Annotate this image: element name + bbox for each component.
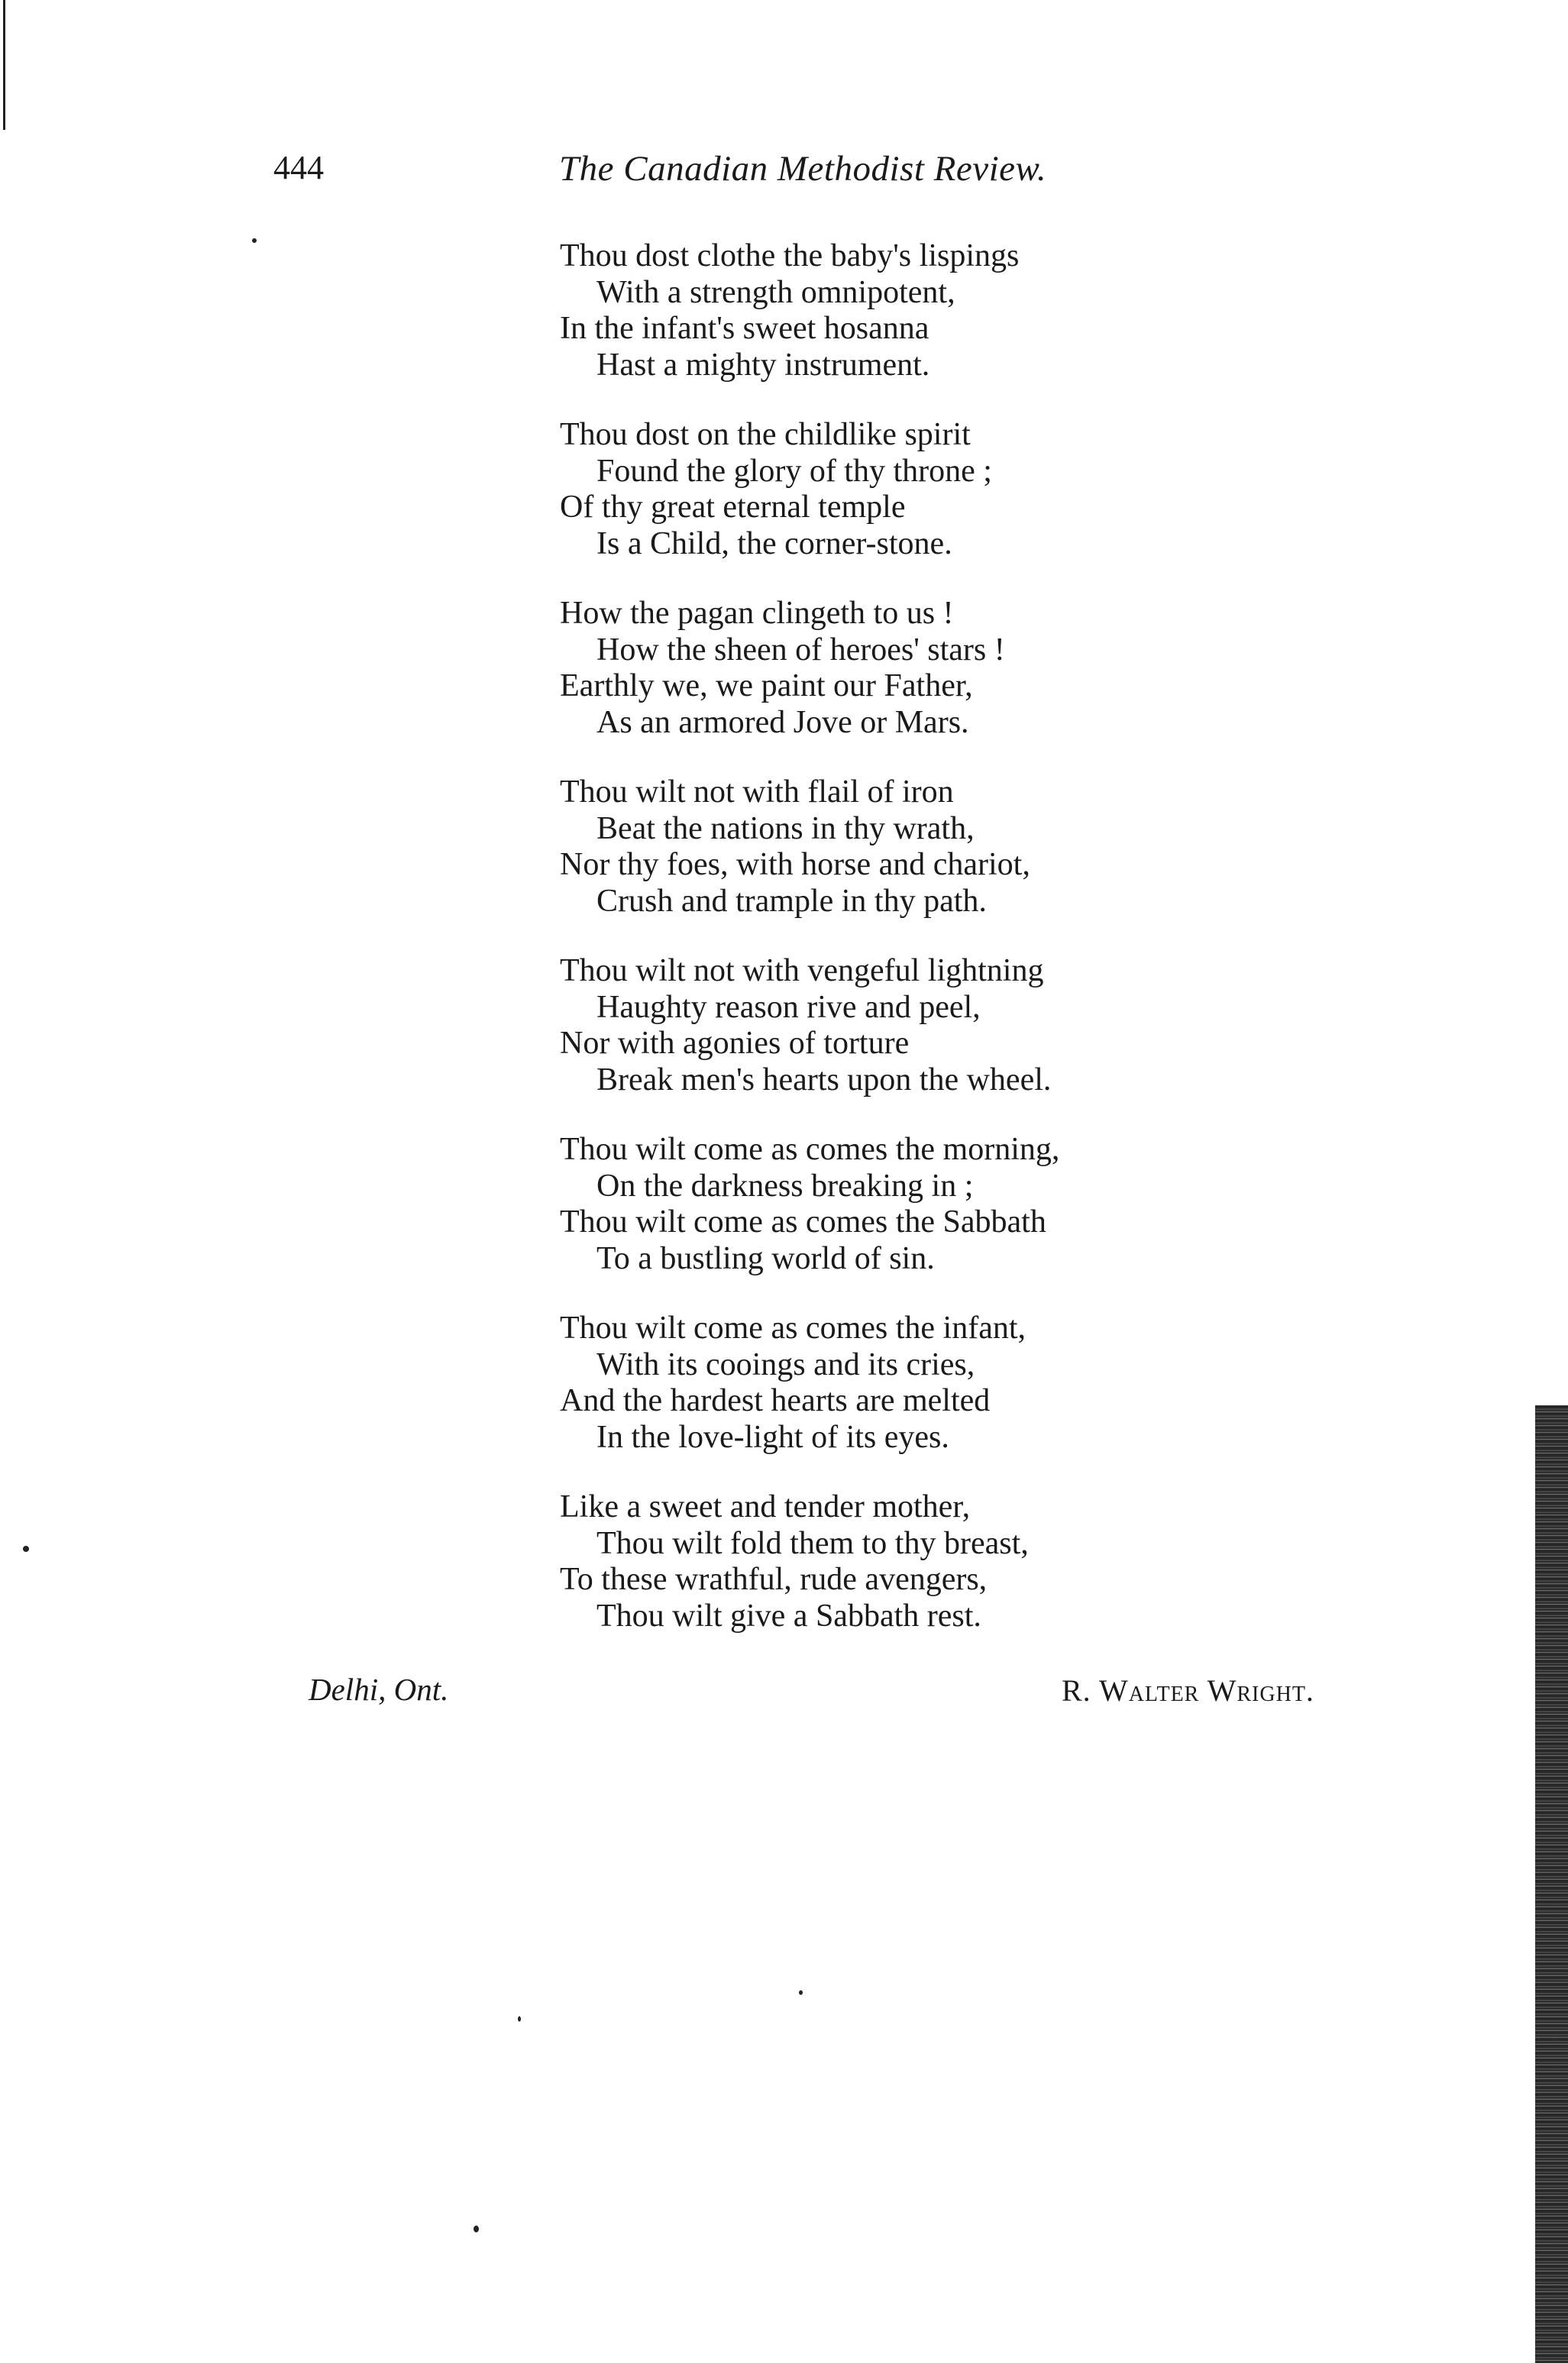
stanza	[560, 417, 1400, 562]
poem-line: Haughty reason rive and peel,	[596, 989, 981, 1025]
journal-title: The Canadian Methodist Review.	[559, 149, 1047, 189]
poem-line: Thou wilt not with vengeful lightning	[560, 953, 1044, 988]
stanza	[560, 596, 1400, 741]
poem-line: Nor thy foes, with horse and chariot,	[560, 847, 1030, 882]
poem-line: Break men's hearts upon the wheel.	[596, 1062, 1052, 1097]
poem-line: On the darkness breaking in ;	[596, 1168, 974, 1204]
poem-line: Thou dost clothe the baby's lispings	[560, 238, 1020, 273]
poem-line: Thou wilt give a Sabbath rest.	[596, 1598, 981, 1634]
stanza	[560, 774, 1400, 920]
binding-shadow	[1535, 1405, 1568, 2363]
place-line: Delhi, Ont.	[309, 1672, 449, 1707]
poem-line: How the sheen of heroes' stars !	[596, 632, 1005, 668]
poem-line: Thou wilt come as comes the morning,	[560, 1132, 1060, 1167]
poem-line: Like a sweet and tender mother,	[560, 1489, 971, 1524]
poem-line: In the infant's sweet hosanna	[560, 311, 929, 346]
poem-line: Found the glory of thy throne ;	[596, 453, 992, 489]
poem-line: How the pagan clingeth to us !	[560, 596, 954, 631]
poem-line: To these wrathful, rude avengers,	[560, 1562, 988, 1597]
page-number: 444	[273, 149, 324, 186]
poem-line: Thou wilt come as comes the infant,	[560, 1311, 1026, 1346]
poem-line: Thou wilt fold them to thy breast,	[596, 1525, 1029, 1561]
poem-line: With a strength omnipotent,	[596, 274, 955, 310]
scan-speck	[518, 2016, 521, 2022]
stanza	[560, 953, 1400, 1098]
poem-line: In the love-light of its eyes.	[596, 1419, 949, 1455]
stanza	[560, 238, 1400, 383]
poem-line: Nor with agonies of torture	[560, 1026, 910, 1061]
poem-line: Crush and trample in thy path.	[596, 883, 987, 919]
poem-line: Thou wilt not with flail of iron	[560, 774, 954, 810]
poem-line: Is a Child, the corner-stone.	[596, 525, 952, 561]
poem	[560, 238, 1400, 1668]
scan-edge-mark	[3, 0, 5, 130]
scan-speck	[252, 238, 257, 243]
poem-line: Thou dost on the childlike spirit	[560, 417, 971, 452]
poem-line: Earthly we, we paint our Father,	[560, 668, 973, 703]
poem-line: To a bustling world of sin.	[596, 1240, 935, 1276]
stanza	[560, 1132, 1400, 1277]
poem-line: Thou wilt come as comes the Sabbath	[560, 1204, 1046, 1240]
scan-speck	[799, 1990, 803, 1995]
poem-line: And the hardest hearts are melted	[560, 1383, 991, 1418]
poem-line: Hast a mighty instrument.	[596, 347, 930, 383]
poem-line: With its cooings and its cries,	[596, 1346, 975, 1382]
poem-line: Of thy great eternal temple	[560, 490, 906, 525]
scan-speck	[23, 1546, 29, 1552]
stanza	[560, 1311, 1400, 1456]
poem-line: Beat the nations in thy wrath,	[596, 810, 975, 846]
scan-speck	[474, 2226, 479, 2232]
stanza	[560, 1489, 1400, 1634]
poem-line: As an armored Jove or Mars.	[596, 704, 969, 740]
author-name: R. Walter Wright.	[1062, 1673, 1314, 1708]
